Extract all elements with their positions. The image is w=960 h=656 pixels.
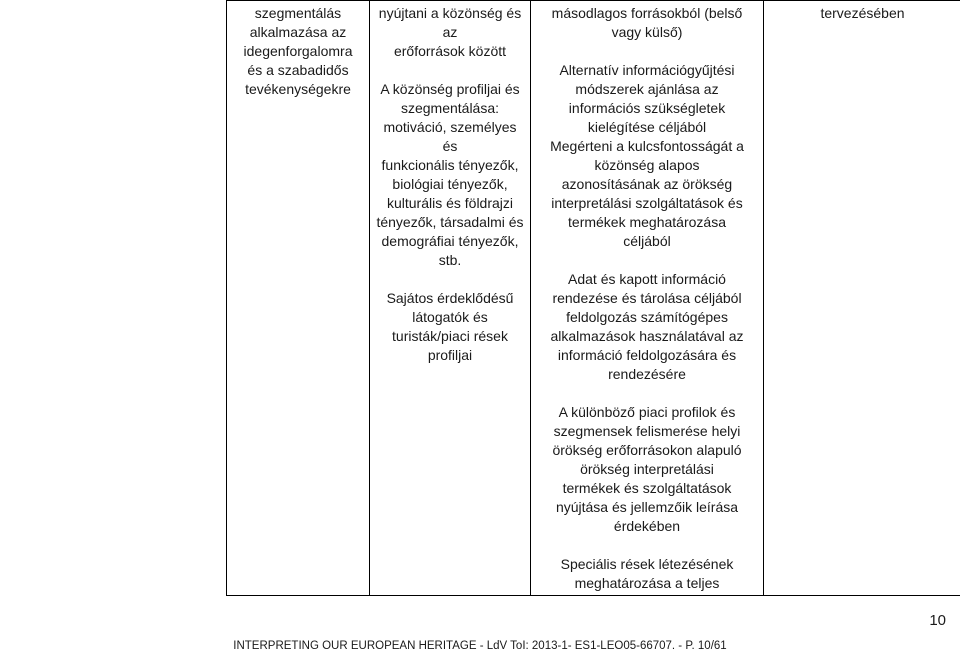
col3-line: vagy külső) bbox=[611, 24, 683, 40]
col2-line: erőforrások között bbox=[393, 43, 507, 59]
col2-line: nyújtani a közönség és az bbox=[378, 5, 522, 40]
column-4-cell bbox=[764, 1, 960, 596]
page-number: 10 bbox=[929, 612, 946, 629]
col3-line: rendezése és tárolása céljából bbox=[552, 290, 742, 306]
col3-line: azonosításának az örökség bbox=[561, 176, 733, 192]
col2-line: biológiai tényezők, bbox=[392, 176, 508, 192]
col3-line: meghatározása a teljes bbox=[574, 575, 720, 591]
content-table bbox=[226, 0, 960, 596]
col3-line: termékek meghatározása bbox=[568, 214, 726, 230]
col2-line: A közönség profiljai és bbox=[380, 81, 520, 97]
col3-line: örökség erőforrásokon alapuló bbox=[552, 442, 742, 458]
col3-line: Adat és kapott információ bbox=[568, 271, 726, 287]
col2-line: szegmentálása: bbox=[400, 100, 500, 116]
col3-line: A különböző piaci profilok és bbox=[558, 404, 736, 420]
column-1-cell bbox=[227, 1, 370, 596]
col2-line: Sajátos érdeklődésű bbox=[386, 290, 514, 306]
col2-line: funkcionális tényezők, bbox=[381, 157, 519, 173]
col3-line: termékek és szolgáltatások bbox=[562, 480, 732, 496]
col3-line: Megérteni a kulcsfontosságát a bbox=[550, 138, 744, 154]
table-row bbox=[227, 1, 960, 596]
col2-line: stb. bbox=[438, 252, 462, 268]
col2-line: turisták/piaci rések bbox=[392, 328, 508, 344]
col2-line: motiváció, személyes és bbox=[383, 119, 517, 154]
col3-line: Alternatív információgyűjtési bbox=[559, 62, 735, 78]
col3-line: feldolgozás számítógépes bbox=[566, 309, 728, 325]
col1-line: szegmentálás bbox=[254, 5, 342, 21]
col3-line: Speciális rések létezésének bbox=[560, 556, 734, 572]
col1-line: alkalmazása az bbox=[249, 24, 347, 40]
col3-line: interpretálási szolgáltatások és bbox=[551, 195, 743, 211]
col3-line: szegmensek felismerése helyi bbox=[553, 423, 741, 439]
col2-line: tényezők, társadalmi és bbox=[376, 214, 524, 230]
col3-line: közönség alapos bbox=[594, 157, 700, 173]
col4-line: tervezésében bbox=[820, 5, 905, 21]
col2-line: kulturális és földrajzi bbox=[386, 195, 514, 211]
col2-line: demográfiai tényezők, bbox=[381, 233, 519, 249]
col3-line: kielégítése céljából bbox=[587, 119, 707, 135]
col3-line: érdekében bbox=[613, 518, 681, 534]
col3-line: céljából bbox=[623, 233, 671, 249]
col1-line: idegenforgalomra bbox=[243, 43, 353, 59]
col3-line: információ feldolgozására és bbox=[557, 347, 737, 363]
col3-line: alkalmazások használatával az bbox=[550, 328, 744, 344]
col3-line: módszerek ajánlása az bbox=[575, 81, 719, 97]
col3-line: örökség interpretálási bbox=[580, 461, 714, 477]
col1-line: tevékenységekre bbox=[245, 81, 351, 97]
col3-line: rendezésére bbox=[608, 366, 686, 382]
col2-line: látogatók és bbox=[412, 309, 488, 325]
column-3-cell bbox=[531, 1, 764, 596]
col2-line: profiljai bbox=[427, 347, 473, 363]
col3-line: másodlagos forrásokból (belső bbox=[551, 5, 743, 21]
col1-line: és a szabadidős bbox=[247, 62, 349, 78]
col3-line: információs szükségletek bbox=[568, 100, 726, 116]
page-footer: INTERPRETING OUR EUROPEAN HERITAGE - LdV ToI: 2013-1- ES1-LEO05-66707. - P. 10/61 bbox=[233, 640, 727, 652]
col3-line: nyújtása és jellemzőik leírása bbox=[555, 499, 739, 515]
column-2-cell bbox=[370, 1, 531, 596]
